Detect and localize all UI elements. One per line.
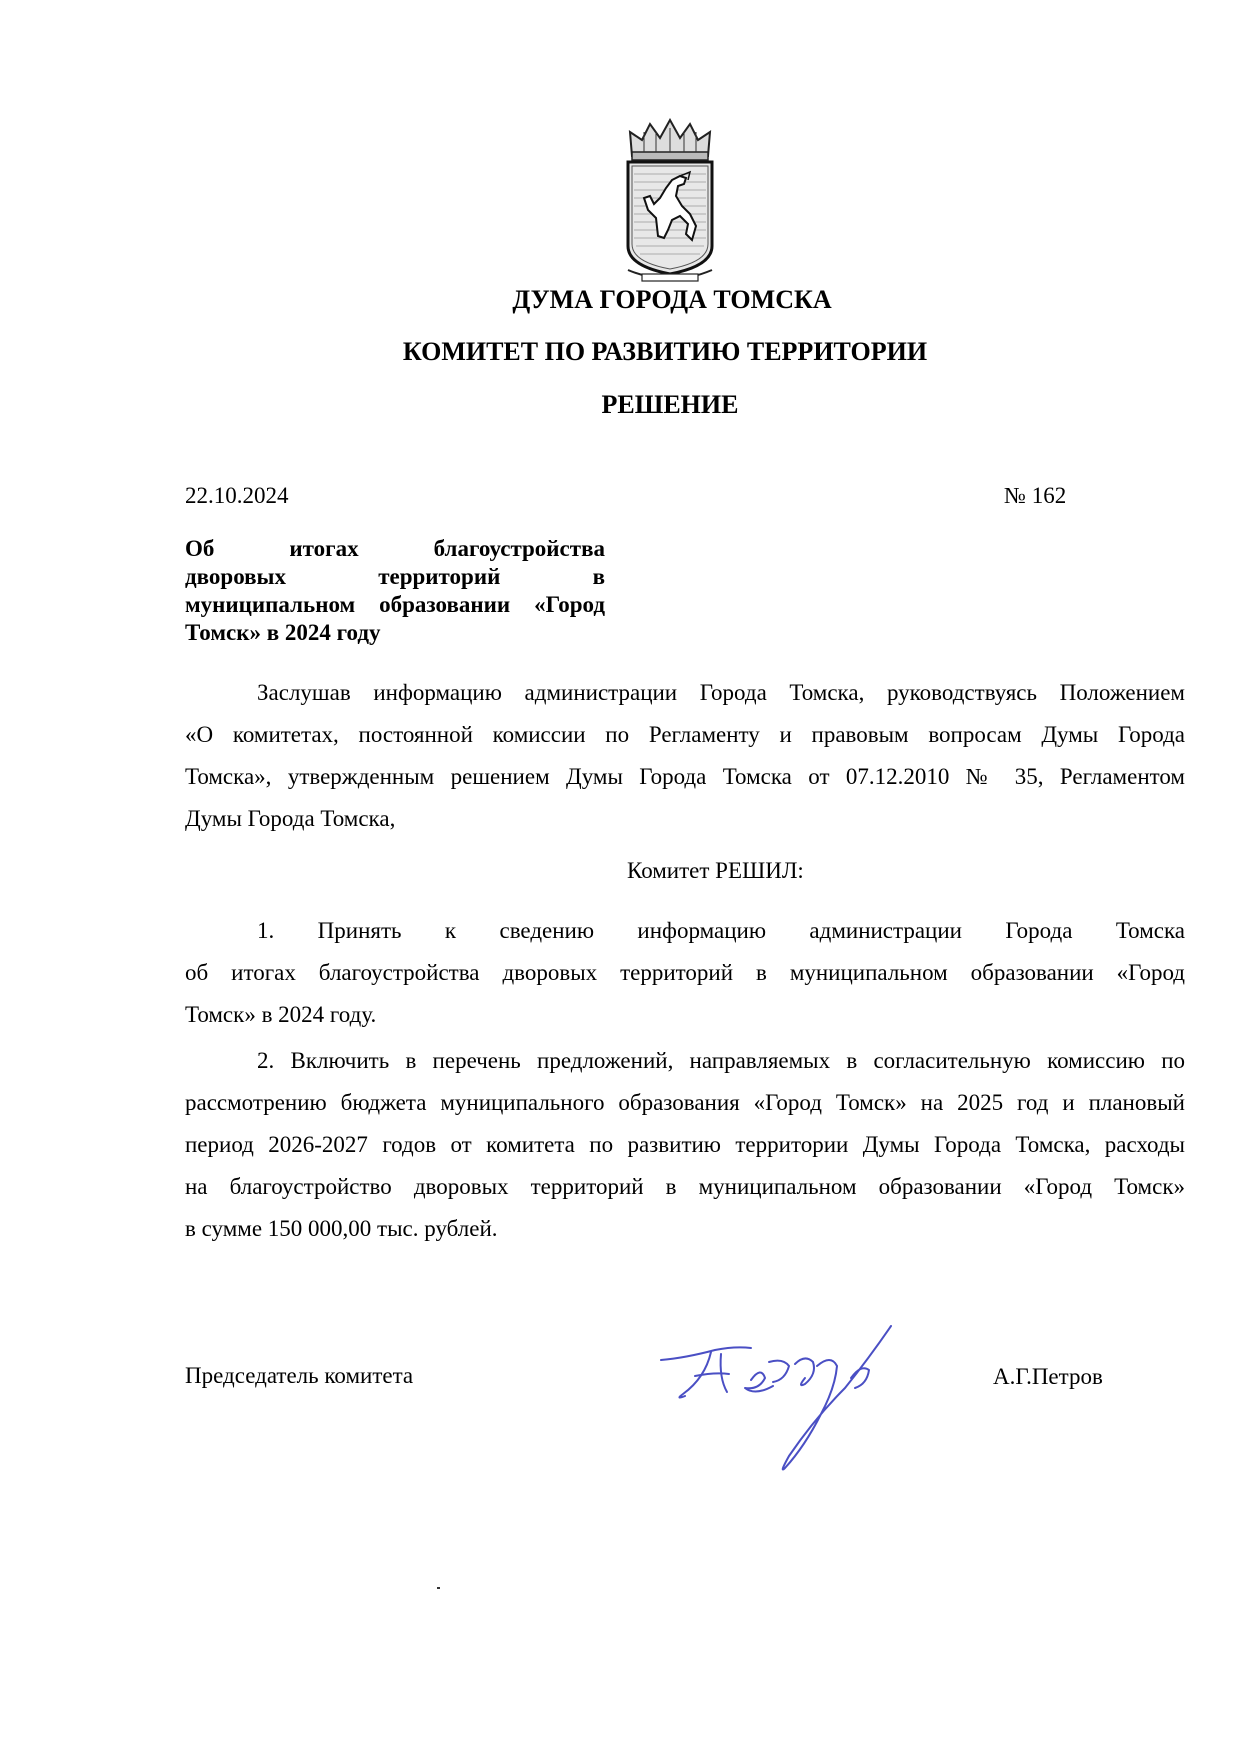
paragraph-line: Думы Города Томска, xyxy=(185,806,396,831)
document-number: № 162 xyxy=(1004,483,1067,508)
subject-line: муниципальном образовании «Город xyxy=(185,592,605,617)
intro-paragraph xyxy=(185,672,1185,840)
paragraph-line: рассмотрению бюджета муниципального образования «Город Томск» на 2025 год и плановый xyxy=(185,1090,1185,1115)
scan-speck xyxy=(437,1587,440,1589)
paragraph-line: Заслушав информацию администрации Города Томска, руководствуясь Положением xyxy=(257,680,1185,705)
paragraph-line: в сумме 150 000,00 тыс. рублей. xyxy=(185,1216,498,1241)
document-type-title: РЕШЕНИЕ xyxy=(601,390,739,419)
tomsk-coat-of-arms-icon xyxy=(620,118,720,286)
subject-line: Томск» в 2024 году xyxy=(185,620,381,645)
paragraph-line: период 2026-2027 годов от комитета по развитию территории Думы Города Томска, расходы xyxy=(185,1132,1185,1157)
subject-line: Об итогах благоустройства xyxy=(185,536,605,561)
paragraph-line: Томска», утвержденным решением Думы Города Томска от 07.12.2010 № 35, Регламентом xyxy=(185,764,1185,789)
document-subject xyxy=(185,535,605,647)
decision-item-1 xyxy=(185,910,1185,1036)
committee-title: КОМИТЕТ ПО РАЗВИТИЮ ТЕРРИТОРИИ xyxy=(402,337,928,366)
subject-line: дворовых территорий в xyxy=(185,564,605,589)
paragraph-line: на благоустройство дворовых территорий в муниципальном образовании «Город Томск» xyxy=(185,1174,1185,1199)
signer-name: А.Г.Петров xyxy=(993,1364,1103,1389)
signer-position: Председатель комитета xyxy=(185,1363,414,1388)
committee-decided: Комитет РЕШИЛ: xyxy=(627,858,804,883)
paragraph-line: Томск» в 2024 году. xyxy=(185,1002,377,1027)
handwritten-signature-icon xyxy=(655,1318,915,1478)
decision-item-2 xyxy=(185,1040,1185,1250)
paragraph-line: 2. Включить в перечень предложений, направляемых в согласительную комиссию по xyxy=(257,1048,1185,1073)
paragraph-line: 1. Принять к сведению информацию администрации Города Томска xyxy=(257,918,1185,943)
paragraph-line: об итогах благоустройства дворовых территорий в муниципальном образовании «Город xyxy=(185,960,1185,985)
paragraph-line: «О комитетах, постоянной комиссии по Регламенту и правовым вопросам Думы Города xyxy=(185,722,1185,747)
document-date: 22.10.2024 xyxy=(185,483,289,508)
organization-title: ДУМА ГОРОДА ТОМСКА xyxy=(512,285,832,314)
